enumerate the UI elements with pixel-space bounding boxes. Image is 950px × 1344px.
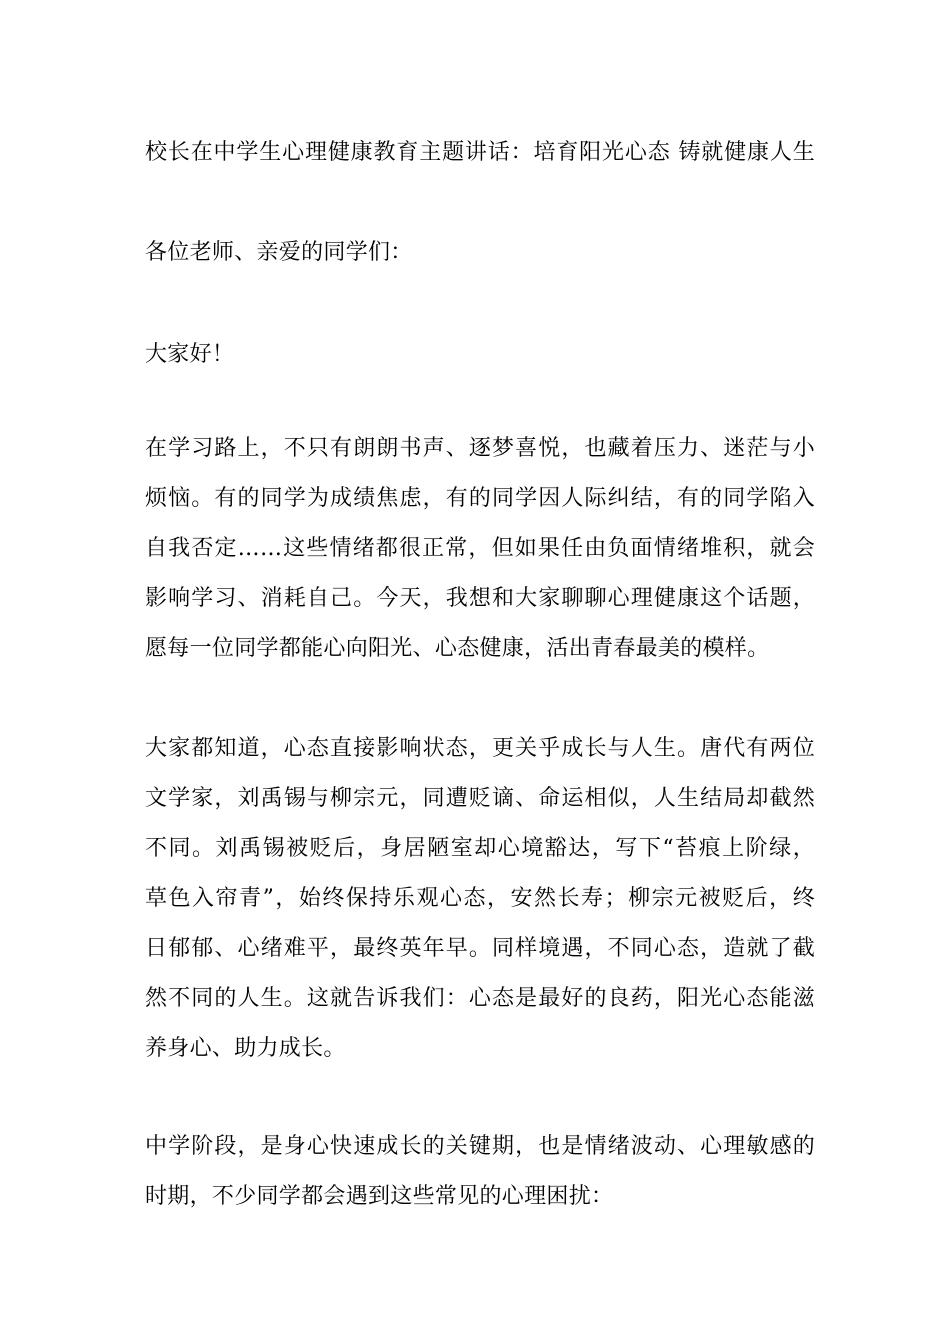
paragraph-line: 不同。刘禹锡被贬后，身居陋室却心境豁达，写下“苔痕上阶绿，	[145, 836, 815, 861]
paragraph-line: 文学家，刘禹锡与柳宗元，同遭贬谪、命运相似，人生结局却截然	[145, 786, 815, 811]
paragraph-line: 然不同的人生。这就告诉我们：心态是最好的良药，阳光心态能滋	[145, 986, 815, 1011]
salutation: 各位老师、亲爱的同学们：	[145, 240, 413, 265]
paragraph-line: 自我否定……这些情绪都很正常，但如果任由负面情绪堆积，就会	[145, 536, 815, 561]
paragraph-line: 愿每一位同学都能心向阳光、心态健康，活出青春最美的模样。	[145, 636, 770, 661]
paragraph-line: 日郁郁、心绪难平，最终英年早。同样境遇，不同心态，造就了截	[145, 936, 815, 961]
paragraph-line: 大家都知道，心态直接影响状态，更关乎成长与人生。唐代有两位	[145, 736, 815, 761]
paragraph-line: 时期，不少同学都会遇到这些常见的心理困扰：	[145, 1184, 614, 1209]
document-title: 校长在中学生心理健康教育主题讲话：培育阳光心态 铸就健康人生	[145, 140, 815, 165]
paragraph-line: 在学习路上，不只有朗朗书声、逐梦喜悦，也藏着压力、迷茫与小	[145, 436, 815, 461]
paragraph-line: 烦恼。有的同学为成绩焦虑，有的同学因人际纠结，有的同学陷入	[145, 486, 815, 511]
paragraph-line: 草色入帘青”，始终保持乐观心态，安然长寿；柳宗元被贬后，终	[145, 886, 815, 911]
paragraph-line: 影响学习、消耗自己。今天，我想和大家聊聊心理健康这个话题，	[145, 586, 815, 611]
paragraph-line: 中学阶段，是身心快速成长的关键期，也是情绪波动、心理敏感的	[145, 1134, 815, 1159]
paragraph-line: 养身心、助力成长。	[145, 1036, 346, 1061]
greeting: 大家好！	[145, 342, 235, 367]
